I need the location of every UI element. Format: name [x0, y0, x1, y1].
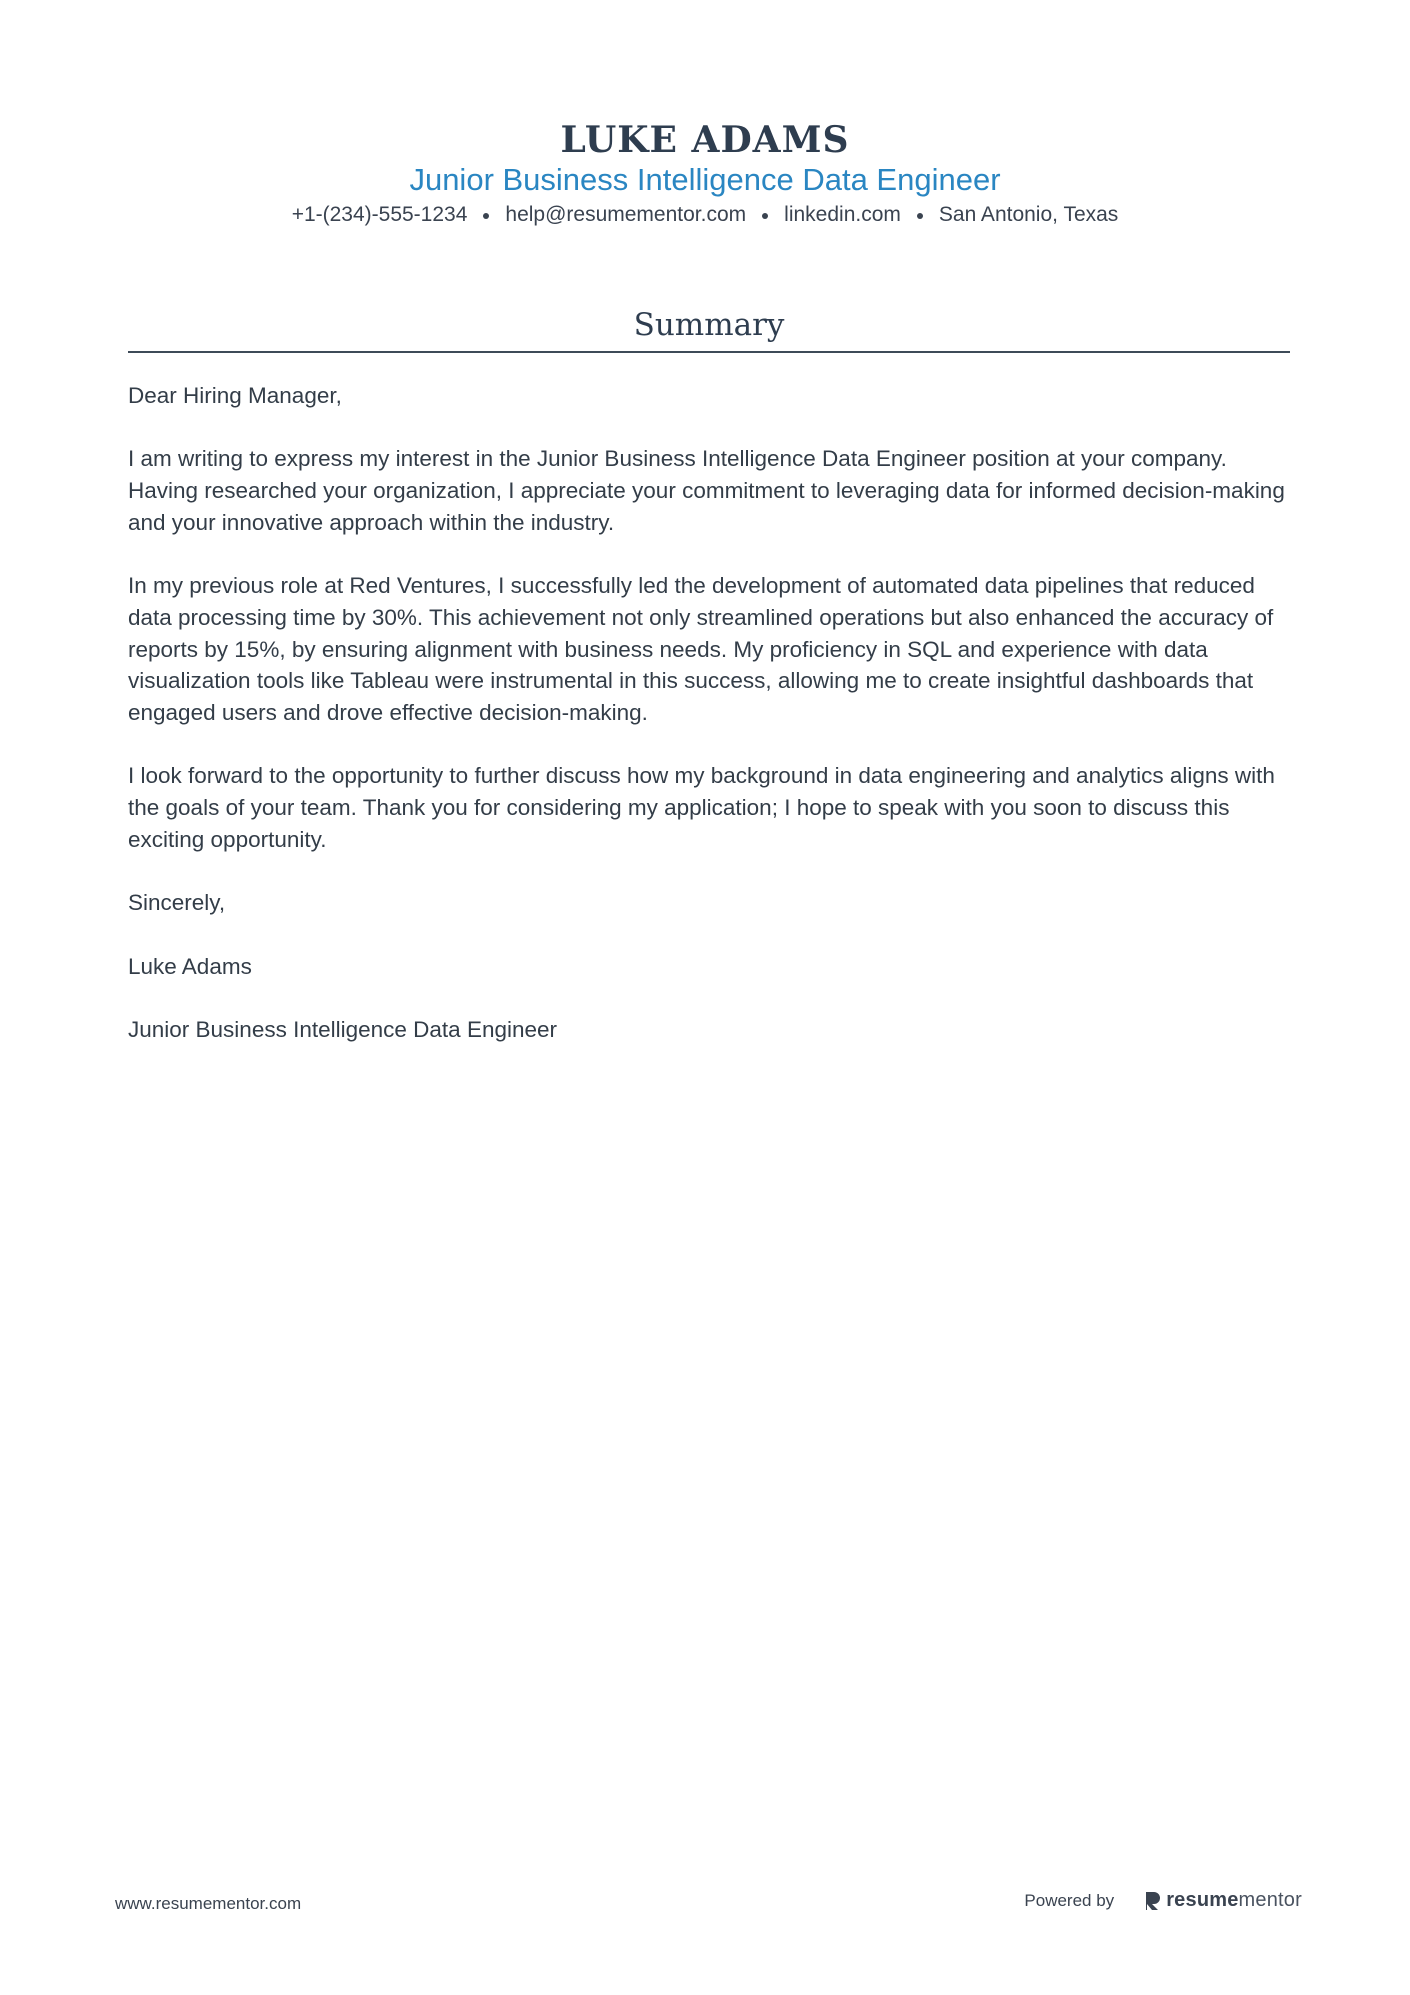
header — [0, 118, 1410, 228]
job-title: Junior Business Intelligence Data Engineer — [409, 162, 1001, 197]
contact-phone: +1-(234)-555-1234 — [291, 203, 468, 226]
letter-paragraph: I am writing to express my interest in the Junior Business Intelligence Data Engineer position at your company. Having researched your organization, I appreciate your commitment to leveraging data for informed decision-making and your innovative approach within the industry. — [128, 446, 1285, 535]
contact-email[interactable]: help@resumementor.com — [505, 203, 747, 226]
letter-paragraph: In my previous role at Red Ventures, I successfully led the development of automated data pipelines that reduced data processing time by 30%. This achievement not only streamlined operations but also enhanced the accuracy of reports by 15%, by ensuring alignment with business needs. My proficiency in SQL and experience with data visualization tools like Tableau were instrumental in this success, allowing me to create insightful dashboards that engaged users and drove effective decision-making. — [128, 573, 1274, 725]
signature-title: Junior Business Intelligence Data Engineer — [128, 1016, 558, 1042]
contact-linkedin[interactable]: linkedin.com — [784, 203, 901, 226]
contact-line — [0, 202, 1410, 228]
bullet-separator — [762, 213, 768, 219]
logo-text-bold: resume — [1166, 1889, 1239, 1911]
letter-greeting: Dear Hiring Manager, — [128, 383, 342, 408]
contact-location: San Antonio, Texas — [938, 203, 1119, 226]
powered-by-label: Powered by — [1024, 1890, 1115, 1910]
letter-body — [128, 380, 1293, 1077]
candidate-name: LUKE ADAMS — [560, 119, 850, 161]
resumementor-logo-icon — [1144, 1891, 1162, 1911]
section-title: Summary — [633, 307, 785, 343]
letter-closing: Sincerely, — [128, 890, 226, 916]
bullet-separator — [917, 213, 923, 219]
section-heading — [128, 305, 1290, 353]
footer-branding — [1024, 1889, 1302, 1912]
logo-text-light: mentor — [1238, 1889, 1302, 1911]
resumementor-logo[interactable] — [1144, 1889, 1302, 1912]
letter-paragraph: I look forward to the opportunity to further discuss how my background in data engineering and analytics aligns with the goals of your team. Thank you for considering my application; I hope to speak with you soon to discuss this exciting opportunity. — [128, 763, 1275, 852]
bullet-separator — [483, 213, 489, 219]
signature-name: Luke Adams — [128, 953, 252, 979]
footer-website[interactable]: www.resumementor.com — [115, 1894, 302, 1913]
